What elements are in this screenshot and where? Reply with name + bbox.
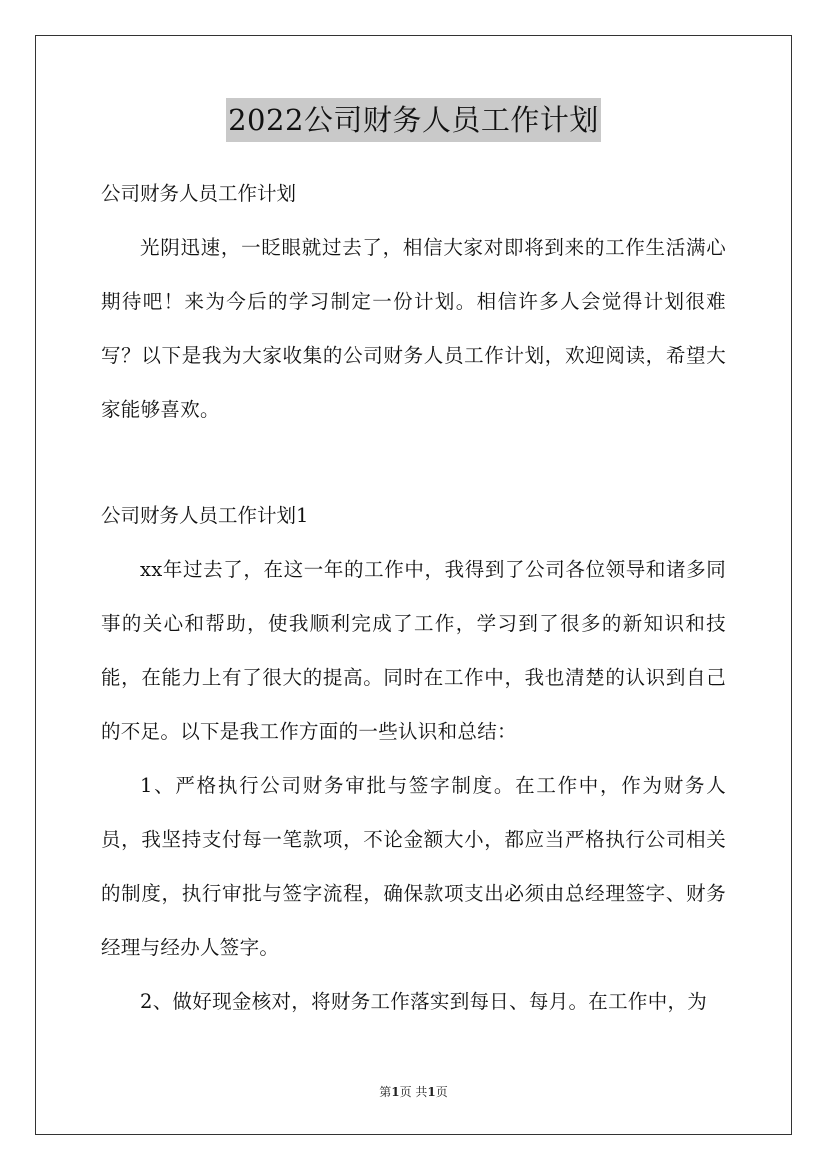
footer-suffix: 页 — [435, 1085, 448, 1099]
page-footer — [0, 1083, 827, 1100]
footer-prefix: 第 — [379, 1085, 392, 1099]
intro-paragraph: 光阴迅速，一眨眼就过去了，相信大家对即将到来的工作生活满心期待吧！来为今后的学习制定一份计划。相信许多人会觉得计划很难写？以下是我为大家收集的公司财务人员工作计划，欢迎阅读，希望大家能够喜欢。 — [101, 236, 726, 421]
section1-paragraph: xx年过去了，在这一年的工作中，我得到了公司各位领导和诸多同事的关心和帮助，使我顺利完成了工作，学习到了很多的新知识和技能，在能力上有了很大的提高。同时在工作中，我也清楚的认识到自己的不足。以下是我工作方面的一些认识和总结： — [101, 558, 726, 743]
footer-page-number: 1 — [391, 1085, 400, 1099]
section1-paragraph: 2、做好现金核对，将财务工作落实到每日、每月。在工作中，为 — [140, 990, 708, 1013]
document-title: 2022公司财务人员工作计划 — [226, 98, 601, 142]
title-container — [0, 98, 827, 142]
footer-total-pages: 1 — [427, 1085, 436, 1099]
section1-paragraph: 1、严格执行公司财务审批与签字制度。在工作中，作为财务人员，我坚持支付每一笔款项，不论金额大小，都应当严格执行公司相关的制度，执行审批与签字流程，确保款项支出必须由总经理签字、财务经理与经办人签字。 — [101, 774, 726, 959]
footer-mid: 页 共 — [399, 1085, 428, 1099]
intro-heading: 公司财务人员工作计划 — [101, 182, 297, 205]
section1-heading: 公司财务人员工作计划1 — [101, 504, 309, 527]
document-body — [101, 167, 726, 1029]
section-spacer — [101, 437, 726, 489]
